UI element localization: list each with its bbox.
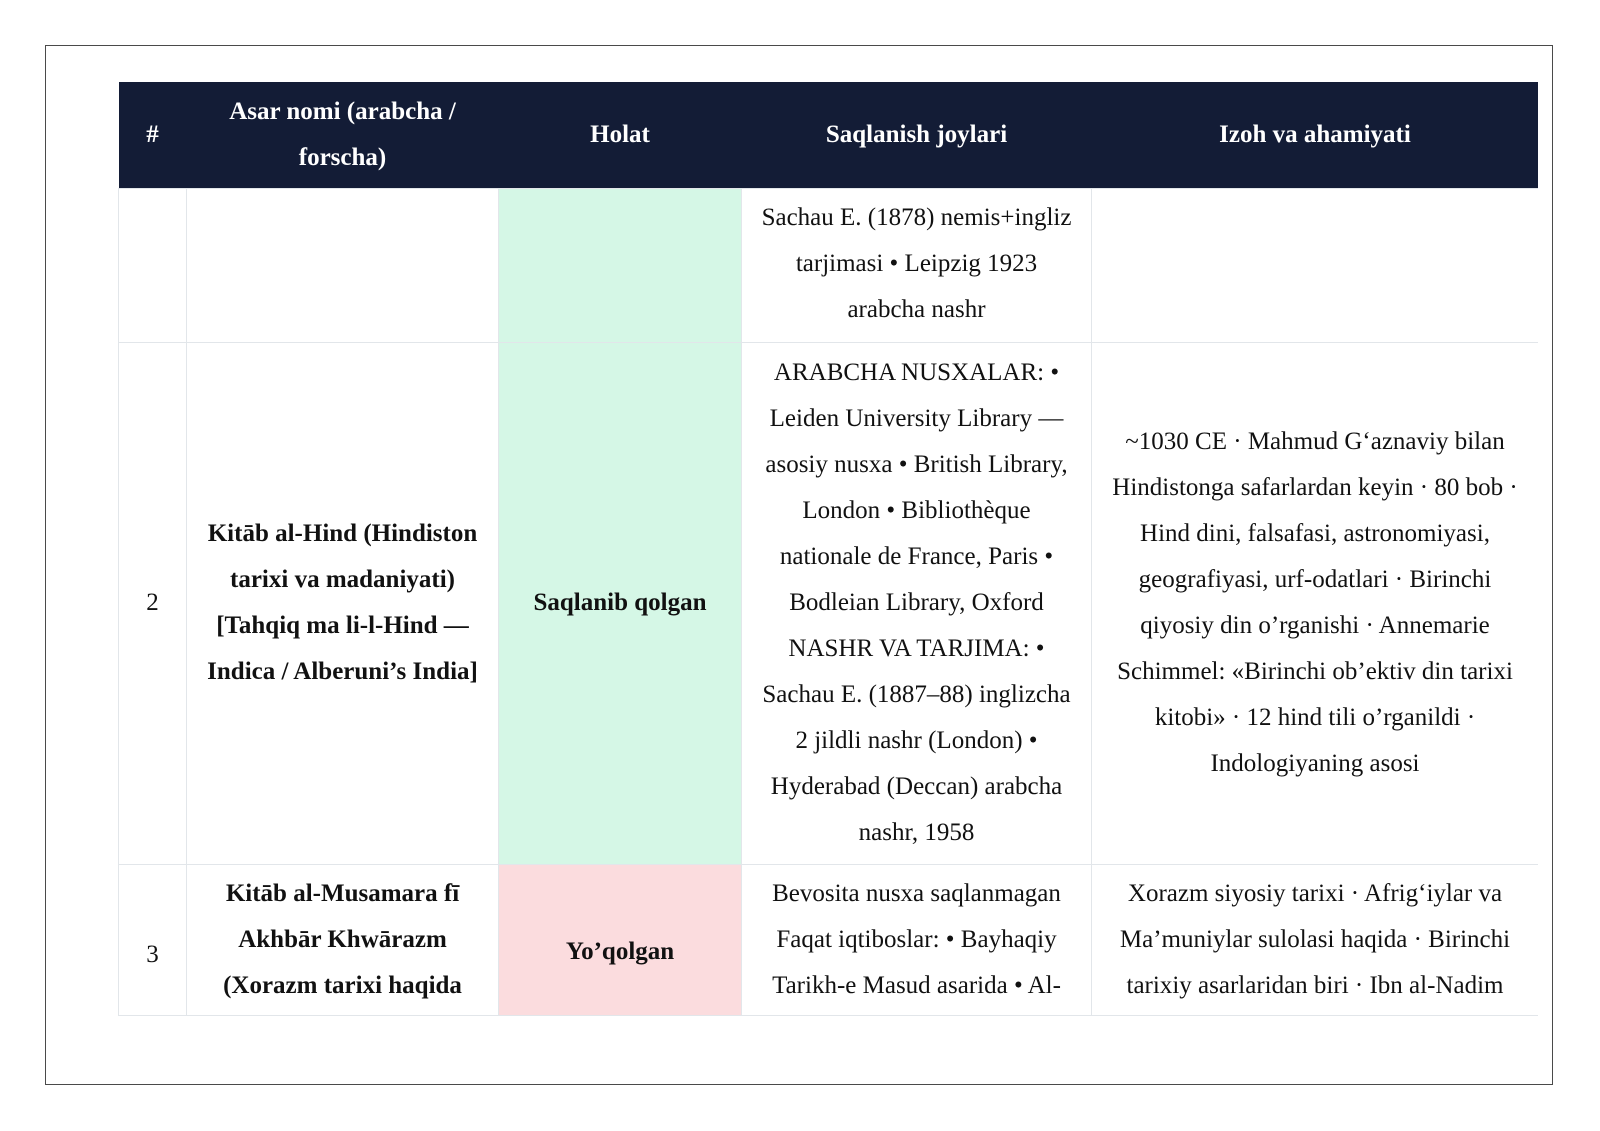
work-name: Kitāb al-Hind (Hindiston tarixi va madaniyati) [Tahqiq ma li-l-Hind — Indica / Alberuni’s India] bbox=[187, 342, 499, 864]
header-notes: Izoh va ahamiyati bbox=[1092, 82, 1539, 188]
manuscripts-table bbox=[118, 82, 1538, 1016]
storage-places: ARABCHA NUSXALAR: • Leiden University Library — asosiy nusxa • British Library, London • Bibliothèque nationale de France, Paris • Bodleian Library, Oxford NASHR VA TARJIMA: • Sachau E. (1887–88) inglizcha 2 jildli nashr (London) • Hyderabad (Deccan) arabcha nashr, 1958 bbox=[742, 342, 1092, 864]
header-work-name: Asar nomi (arabcha / forscha) bbox=[187, 82, 499, 188]
work-name: Kitāb al-Musamara fī Akhbār Khwārazm (Xorazm tarixi haqida bbox=[187, 864, 499, 1015]
table-container bbox=[118, 82, 1538, 1054]
header-status: Holat bbox=[499, 82, 742, 188]
table-body bbox=[119, 188, 1539, 1015]
notes: ~1030 CE · Mahmud G‘aznaviy bilan Hindistonga safarlardan keyin · 80 bob · Hind dini, falsafasi, astronomiyasi, geografiyasi, urf-odatlari · Birinchi qiyosiy din o’rganishi · Annemarie Schimmel: «Birinchi ob’ektiv din tarixi kitobi» · 12 hind tili o’rganildi · Indologiyaning asosi bbox=[1092, 342, 1539, 864]
storage-places: Sachau E. (1878) nemis+ingliz tarjimasi • Leipzig 1923 arabcha nashr bbox=[742, 188, 1092, 342]
page-frame bbox=[45, 45, 1553, 1085]
table-row bbox=[119, 188, 1539, 342]
header-row bbox=[119, 82, 1539, 188]
storage-places: Bevosita nusxa saqlanmagan Faqat iqtiboslar: • Bayhaqiy Tarikh-e Masud asarida • Al- bbox=[742, 864, 1092, 1015]
row-number: 2 bbox=[119, 342, 187, 864]
notes bbox=[1092, 188, 1539, 342]
table-row bbox=[119, 342, 1539, 864]
header-storage-places: Saqlanish joylari bbox=[742, 82, 1092, 188]
row-number: 3 bbox=[119, 864, 187, 1015]
row-number bbox=[119, 188, 187, 342]
status-badge: Saqlanib qolgan bbox=[499, 342, 742, 864]
notes: Xorazm siyosiy tarixi · Afrig‘iylar va Ma’muniylar sulolasi haqida · Birinchi tarixiy asarlaridan biri · Ibn al-Nadim bbox=[1092, 864, 1539, 1015]
status-badge bbox=[499, 188, 742, 342]
table-row bbox=[119, 864, 1539, 1015]
status-badge: Yo’qolgan bbox=[499, 864, 742, 1015]
header-number: # bbox=[119, 82, 187, 188]
table-header bbox=[119, 82, 1539, 188]
work-name bbox=[187, 188, 499, 342]
